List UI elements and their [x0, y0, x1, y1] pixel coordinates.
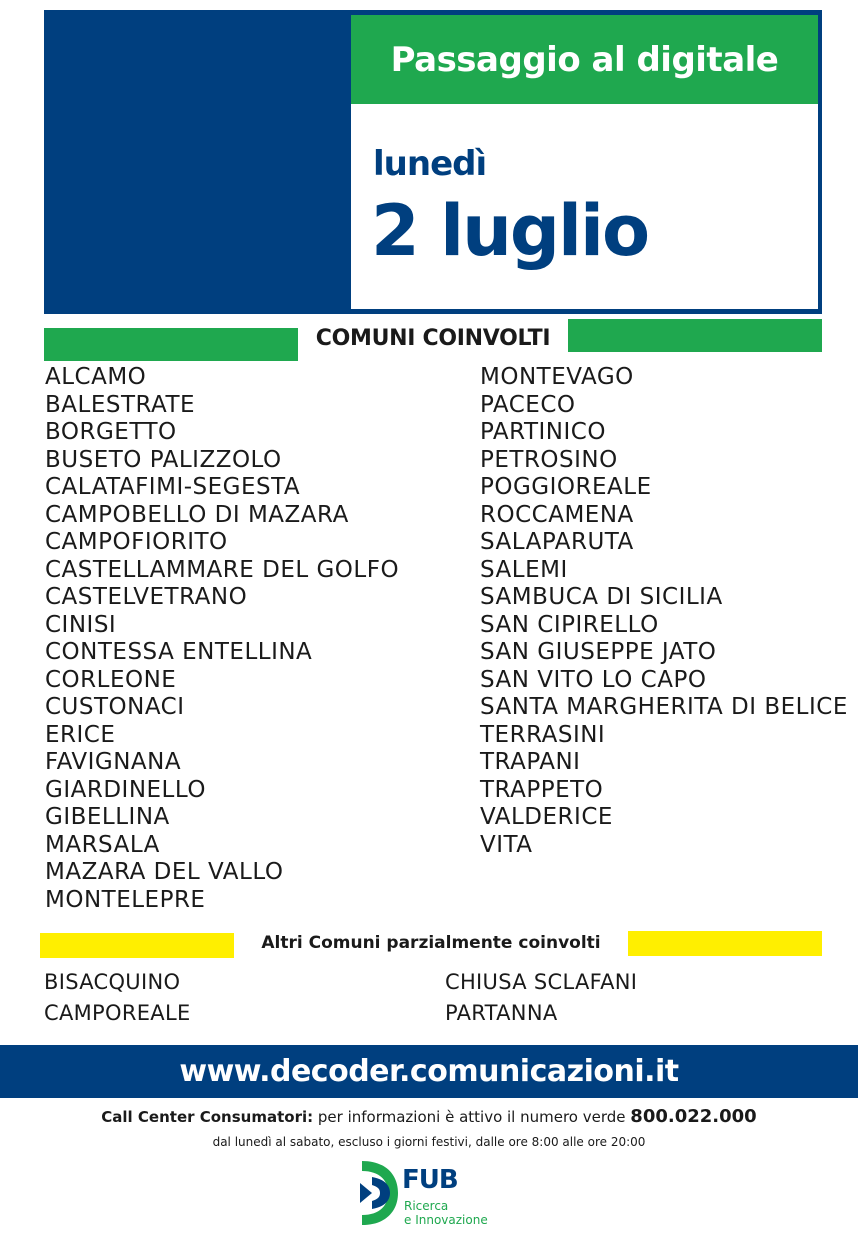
list-item: SAMBUCA DI SICILIA: [480, 584, 723, 610]
list-item: ERICE: [45, 721, 116, 748]
switch-day: lunedì: [373, 144, 487, 184]
website-link[interactable]: www.decoder.comunicazioni.it: [179, 1054, 679, 1089]
comuni-list-right: [480, 364, 848, 859]
list-item: MONTEVAGO: [480, 364, 634, 390]
list-item: CINISI: [45, 611, 117, 638]
list-item: PARTANNA: [445, 1001, 558, 1025]
list-item: MAZARA DEL VALLO: [45, 859, 284, 885]
partial-title: Altri Comuni parzialmente coinvolti: [261, 933, 601, 953]
list-item: CASTELLAMMARE DEL GOLFO: [45, 556, 400, 583]
list-item: CHIUSA SCLAFANI: [445, 970, 638, 994]
list-item: SAN VITO LO CAPO: [480, 666, 707, 693]
list-item: ROCCAMENA: [480, 501, 634, 528]
list-item: CONTESSA ENTELLINA: [45, 639, 313, 665]
partial-bar-right: [628, 931, 822, 956]
callcenter-line: [0, 1106, 858, 1127]
switch-date: 2 luglio: [371, 190, 649, 272]
header-title-box: [351, 15, 818, 104]
callcenter-text: per informazioni è attivo il numero verde: [317, 1108, 626, 1126]
list-item: SALEMI: [480, 556, 568, 583]
section-bar-left: [44, 328, 298, 361]
list-item: ALCAMO: [45, 364, 147, 390]
logo-subtitle-2: e Innovazione: [404, 1213, 488, 1227]
list-item: BUSETO PALIZZOLO: [45, 446, 282, 473]
list-item: SAN GIUSEPPE JATO: [480, 639, 717, 665]
list-item: SAN CIPIRELLO: [480, 611, 659, 638]
list-item: SALAPARUTA: [480, 529, 634, 555]
partial-list-right: [445, 967, 637, 1029]
list-item: VITA: [480, 831, 533, 858]
partial-list-left: [44, 967, 191, 1029]
list-item: BISACQUINO: [44, 970, 181, 994]
list-item: CALATAFIMI-SEGESTA: [45, 474, 301, 500]
list-item: SANTA MARGHERITA DI BELICE: [480, 694, 848, 720]
list-item: TRAPANI: [480, 749, 581, 775]
partial-bar-left: [40, 933, 234, 958]
list-item: MONTELEPRE: [45, 886, 206, 913]
list-item: GIBELLINA: [45, 804, 170, 830]
comuni-title: COMUNI COINVOLTI: [315, 326, 551, 351]
callcenter-hours: dal lunedì al sabato, escluso i giorni festivi, dalle ore 8:00 alle ore 20:00: [212, 1135, 646, 1149]
list-item: CUSTONACI: [45, 694, 185, 720]
list-item: CAMPOBELLO DI MAZARA: [45, 501, 349, 528]
page-title: Passaggio al digitale: [390, 39, 779, 80]
list-item: BALESTRATE: [45, 391, 196, 418]
list-item: CASTELVETRANO: [45, 584, 248, 610]
website-bar: [0, 1045, 858, 1098]
logo-subtitle-1: Ricerca: [404, 1199, 449, 1213]
list-item: CAMPOREALE: [44, 1001, 191, 1025]
list-item: MARSALA: [45, 831, 160, 858]
list-item: BORGETTO: [45, 419, 177, 445]
logo-name: FUB: [402, 1165, 458, 1195]
callcenter-label: Call Center Consumatori:: [101, 1108, 314, 1126]
list-item: CORLEONE: [45, 666, 177, 693]
list-item: TRAPPETO: [480, 776, 604, 803]
comuni-list-left: [45, 364, 399, 914]
callcenter-number[interactable]: 800.022.000: [630, 1106, 757, 1127]
list-item: TERRASINI: [480, 721, 606, 748]
header-date-box: [351, 104, 818, 309]
list-item: CAMPOFIORITO: [45, 529, 228, 555]
list-item: FAVIGNANA: [45, 749, 182, 775]
list-item: PACECO: [480, 391, 576, 418]
section-bar-right: [568, 319, 822, 352]
list-item: GIARDINELLO: [45, 776, 206, 803]
list-item: POGGIOREALE: [480, 474, 652, 500]
list-item: VALDERICE: [480, 804, 613, 830]
list-item: PARTINICO: [480, 419, 606, 445]
list-item: PETROSINO: [480, 446, 618, 473]
